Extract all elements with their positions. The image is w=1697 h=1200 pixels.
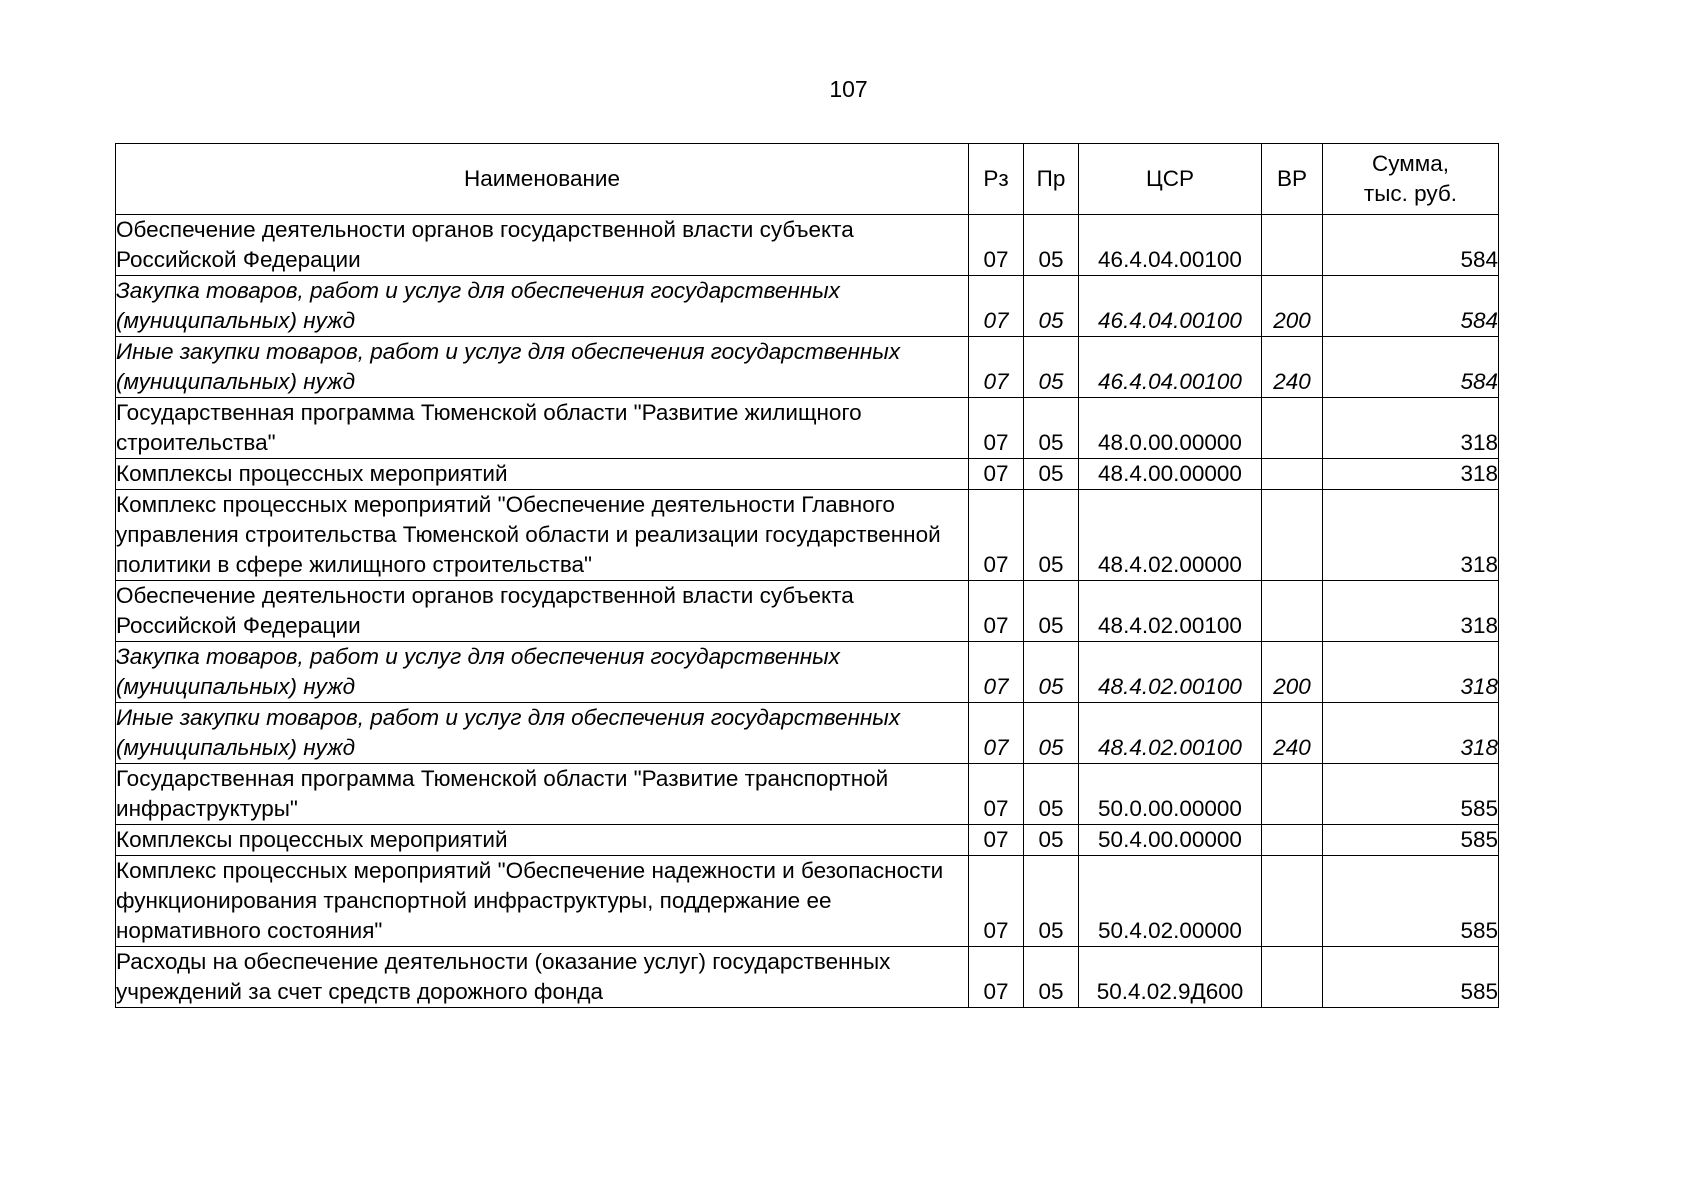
cell-sum: 584 <box>1323 337 1499 398</box>
header-sum-line2: тыс. руб. <box>1363 181 1458 206</box>
cell-csr: 48.4.02.00000 <box>1079 490 1262 581</box>
cell-pr: 05 <box>1024 490 1079 581</box>
cell-vr <box>1262 947 1323 1008</box>
cell-name: Комплексы процессных мероприятий <box>116 459 969 490</box>
cell-sum: 318 <box>1323 490 1499 581</box>
cell-csr: 48.4.00.00000 <box>1079 459 1262 490</box>
table-row <box>116 825 1499 856</box>
table-row <box>116 337 1499 398</box>
cell-name: Государственная программа Тюменской области "Развитие жилищного строительства" <box>116 398 969 459</box>
header-vr: ВР <box>1262 144 1323 215</box>
cell-csr: 50.0.00.00000 <box>1079 764 1262 825</box>
table-row <box>116 276 1499 337</box>
cell-rz: 07 <box>969 490 1024 581</box>
header-name: Наименование <box>116 144 969 215</box>
cell-csr: 48.4.02.00100 <box>1079 703 1262 764</box>
cell-vr <box>1262 490 1323 581</box>
cell-pr: 05 <box>1024 825 1079 856</box>
table-row <box>116 581 1499 642</box>
cell-vr <box>1262 398 1323 459</box>
cell-sum: 318 <box>1323 703 1499 764</box>
table-row <box>116 398 1499 459</box>
cell-rz: 07 <box>969 825 1024 856</box>
cell-sum: 318 <box>1323 581 1499 642</box>
cell-pr: 05 <box>1024 459 1079 490</box>
cell-name: Государственная программа Тюменской области "Развитие транспортной инфраструктуры" <box>116 764 969 825</box>
table-row <box>116 703 1499 764</box>
page-number: 107 <box>829 76 868 102</box>
cell-rz: 07 <box>969 703 1024 764</box>
cell-sum: 585 <box>1323 947 1499 1008</box>
cell-name: Закупка товаров, работ и услуг для обеспечения государственных (муниципальных) нужд <box>116 276 969 337</box>
table-row <box>116 490 1499 581</box>
cell-vr: 200 <box>1262 276 1323 337</box>
table-header-row <box>116 144 1499 215</box>
cell-vr <box>1262 825 1323 856</box>
cell-pr: 05 <box>1024 581 1079 642</box>
cell-csr: 48.0.00.00000 <box>1079 398 1262 459</box>
cell-pr: 05 <box>1024 398 1079 459</box>
cell-name: Закупка товаров, работ и услуг для обеспечения государственных (муниципальных) нужд <box>116 642 969 703</box>
header-csr: ЦСР <box>1079 144 1262 215</box>
cell-pr: 05 <box>1024 276 1079 337</box>
table-row <box>116 856 1499 947</box>
cell-name: Иные закупки товаров, работ и услуг для обеспечения государственных (муниципальных) нужд <box>116 703 969 764</box>
table-body <box>116 215 1499 1008</box>
cell-rz: 07 <box>969 215 1024 276</box>
cell-pr: 05 <box>1024 703 1079 764</box>
cell-name: Расходы на обеспечение деятельности (оказание услуг) государственных учреждений за счет средств дорожного фонда <box>116 947 969 1008</box>
cell-rz: 07 <box>969 276 1024 337</box>
cell-name: Комплекс процессных мероприятий "Обеспечение надежности и безопасности функционирования транспортной инфраструктуры, поддержание ее нормативного состояния" <box>116 856 969 947</box>
cell-csr: 46.4.04.00100 <box>1079 276 1262 337</box>
cell-vr <box>1262 215 1323 276</box>
cell-vr <box>1262 581 1323 642</box>
cell-pr: 05 <box>1024 764 1079 825</box>
cell-sum: 585 <box>1323 764 1499 825</box>
cell-pr: 05 <box>1024 337 1079 398</box>
cell-name: Комплексы процессных мероприятий <box>116 825 969 856</box>
cell-sum: 584 <box>1323 276 1499 337</box>
cell-name: Обеспечение деятельности органов государственной власти субъекта Российской Федерации <box>116 215 969 276</box>
cell-rz: 07 <box>969 764 1024 825</box>
budget-table <box>115 143 1499 1008</box>
cell-rz: 07 <box>969 947 1024 1008</box>
cell-csr: 50.4.02.00000 <box>1079 856 1262 947</box>
table-row <box>116 947 1499 1008</box>
cell-vr: 240 <box>1262 337 1323 398</box>
cell-rz: 07 <box>969 581 1024 642</box>
cell-vr <box>1262 764 1323 825</box>
table-row <box>116 764 1499 825</box>
cell-rz: 07 <box>969 642 1024 703</box>
table-row <box>116 459 1499 490</box>
cell-csr: 48.4.02.00100 <box>1079 581 1262 642</box>
cell-csr: 50.4.02.9Д600 <box>1079 947 1262 1008</box>
header-pr: Пр <box>1024 144 1079 215</box>
cell-sum: 318 <box>1323 459 1499 490</box>
header-sum <box>1323 144 1499 215</box>
cell-rz: 07 <box>969 398 1024 459</box>
cell-pr: 05 <box>1024 856 1079 947</box>
header-rz: Рз <box>969 144 1024 215</box>
table-row <box>116 215 1499 276</box>
cell-name: Обеспечение деятельности органов государственной власти субъекта Российской Федерации <box>116 581 969 642</box>
cell-sum: 585 <box>1323 856 1499 947</box>
cell-sum: 318 <box>1323 398 1499 459</box>
cell-csr: 50.4.00.00000 <box>1079 825 1262 856</box>
cell-csr: 48.4.02.00100 <box>1079 642 1262 703</box>
cell-vr: 200 <box>1262 642 1323 703</box>
cell-vr <box>1262 459 1323 490</box>
cell-csr: 46.4.04.00100 <box>1079 337 1262 398</box>
cell-sum: 584 <box>1323 215 1499 276</box>
cell-rz: 07 <box>969 337 1024 398</box>
header-sum-line1: Сумма, <box>1372 151 1449 176</box>
cell-name: Комплекс процессных мероприятий "Обеспечение деятельности Главного управления строительства Тюменской области и реализации государственной политики в сфере жилищного строительства" <box>116 490 969 581</box>
cell-rz: 07 <box>969 459 1024 490</box>
cell-pr: 05 <box>1024 642 1079 703</box>
table-row <box>116 642 1499 703</box>
cell-rz: 07 <box>969 856 1024 947</box>
cell-pr: 05 <box>1024 947 1079 1008</box>
cell-pr: 05 <box>1024 215 1079 276</box>
cell-sum: 585 <box>1323 825 1499 856</box>
cell-vr: 240 <box>1262 703 1323 764</box>
cell-sum: 318 <box>1323 642 1499 703</box>
cell-name: Иные закупки товаров, работ и услуг для обеспечения государственных (муниципальных) нужд <box>116 337 969 398</box>
cell-csr: 46.4.04.00100 <box>1079 215 1262 276</box>
cell-vr <box>1262 856 1323 947</box>
